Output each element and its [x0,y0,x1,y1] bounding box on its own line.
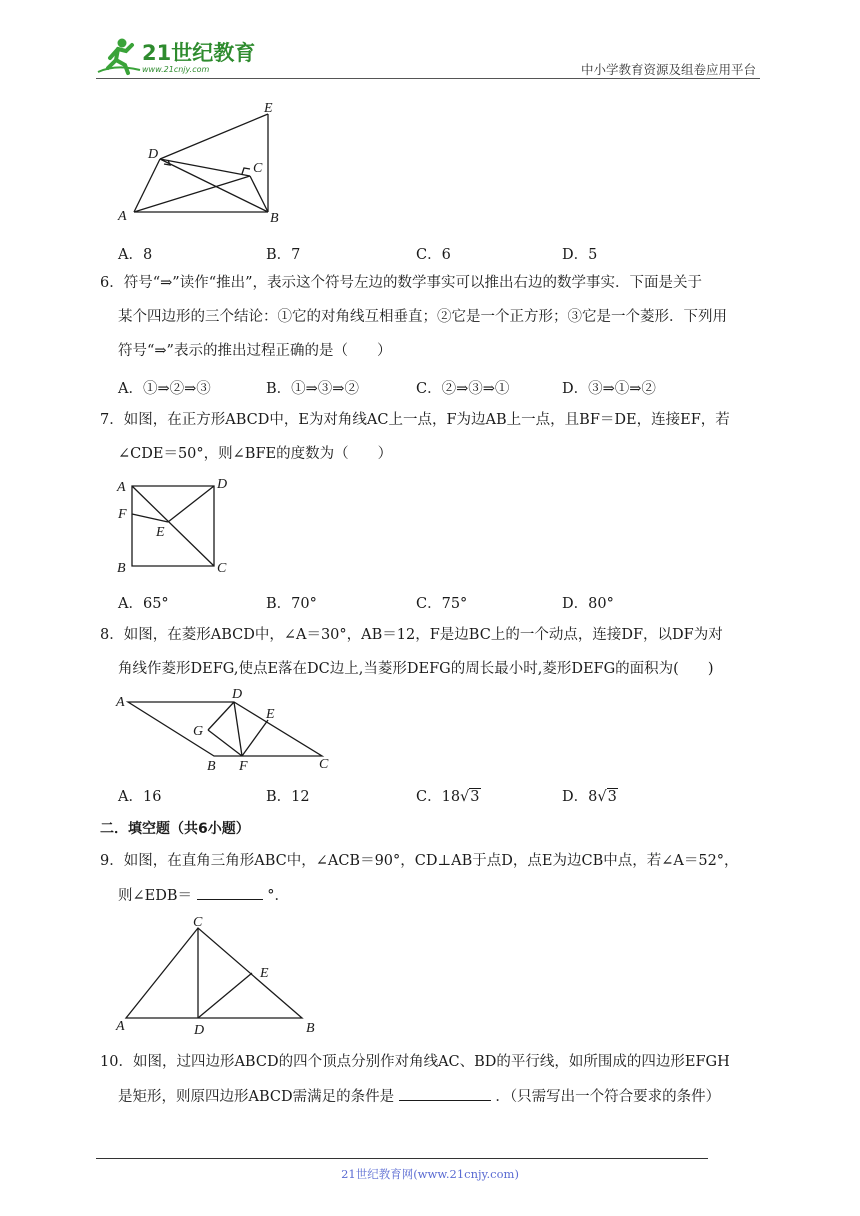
footer-text: 21世纪教育网(www.21cnjy.com) [341,1167,519,1181]
q6-line-2: 某个四边形的三个结论：①它的对角线互相垂直；②它是一个正方形；③它是一个菱形．下列用 [118,309,727,325]
q8-label-c: C [319,757,329,772]
q8-label-d: D [232,687,243,702]
q8-label-g: G [193,724,204,739]
site-logo [96,34,256,76]
footer-divider [96,1158,708,1159]
q7-label-b: B [117,561,126,576]
q6-line-3: 符号“⇒”表示的推出过程正确的是（ ） [118,343,392,359]
q5-option-b: B．7 [266,247,301,263]
q9-figure [112,910,326,1038]
q8-label-a: A [116,695,125,710]
q8-option-a: A．16 [118,789,162,805]
q10-line-2-suffix: ．（只需写出一个符合要求的条件） [495,1089,721,1105]
q6-option-c: C．②⇒③⇒① [416,381,510,397]
q5-figure [112,102,292,226]
header-divider [96,78,760,79]
q6-option-a: A．①⇒②⇒③ [118,381,211,397]
section-fill-in-title: 二．填空题（共6小题） [100,821,250,837]
q5-label-a: A [118,209,127,224]
q7-option-a: A．65° [118,596,169,612]
q7-line-1: 7．如图，在正方形ABCD中，E为对角线AC上一点，F为边AB上一点，且BF＝DE，连接EF，若 [100,412,730,428]
logo-url: www.21cnjy.com [142,65,210,74]
q10-answer-blank[interactable] [399,1086,491,1101]
q9-label-e: E [260,966,269,981]
q9-line-2 [118,885,289,906]
q5-option-a: A．8 [118,247,153,263]
q8-label-b: B [207,759,216,774]
q10-line-2-text: 是矩形，则原四边形ABCD需满足的条件是 [118,1089,395,1105]
q8-option-b: B．12 [266,789,310,805]
runner-logo-icon [96,34,256,76]
q5-label-e: E [264,102,273,116]
q7-label-c: C [217,561,227,576]
q9-line-1: 9．如图，在直角三角形ABC中，∠ACB＝90°，CD⊥AB于点D，点E为边CB中点，若∠A＝52°， [100,853,739,869]
q9-label-c: C [193,915,203,930]
q6-option-d: D．③⇒①⇒② [562,381,656,397]
q5-option-d: D．5 [562,247,598,263]
q8-option-d [562,785,618,806]
q8-figure [112,684,338,774]
q7-figure [112,474,242,578]
q7-option-c: C．75° [416,596,468,612]
q9-line-2-text: 则∠EDB＝ [118,888,193,904]
q7-label-d: D [217,477,228,492]
q8-line-2: 角线作菱形DEFG,使点E落在DC边上,当菱形DEFG的周长最小时,菱形DEFG的面积为( ) [118,661,714,677]
q5-label-c: C [253,161,263,176]
q8-option-d-radicand: 3 [607,789,617,805]
q7-option-d: D．80° [562,596,614,612]
q8-line-1: 8．如图，在菱形ABCD中，∠A＝30°，AB＝12，F是边BC上的一个动点，连接DF，以DF为对 [100,627,723,643]
q10-line-2 [118,1086,720,1107]
q8-option-c-radicand: 3 [470,789,480,805]
sqrt-icon: √3 [460,789,480,805]
q9-line-2-suffix: °． [267,888,289,904]
q9-answer-blank[interactable] [197,885,263,900]
q8-label-e: E [266,707,275,722]
q8-label-f: F [239,759,248,774]
q9-label-a: A [116,1019,125,1034]
header-tagline: 中小学教育资源及组卷应用平台 [580,62,756,77]
q7-label-e: E [156,525,165,540]
q7-option-b: B．70° [266,596,317,612]
logo-text: 21世纪教育 [142,41,256,65]
q5-label-d: D [148,147,159,162]
sqrt-icon: √3 [597,789,617,805]
q9-label-d: D [194,1023,205,1038]
q6-option-b: B．①⇒③⇒② [266,381,359,397]
q6-line-1: 6．符号“⇒”读作“推出”，表示这个符号左边的数学事实可以推出右边的数学事实．下面是关于 [100,275,703,291]
q8-option-d-text: D．8 [562,789,598,805]
q7-line-2: ∠CDE＝50°，则∠BFE的度数为（ ） [118,446,393,462]
q10-line-1: 10．如图，过四边形ABCD的四个顶点分别作对角线AC、BD的平行线，如所围成的四边形EFGH [100,1054,730,1070]
q8-option-c-text: C．18 [416,789,461,805]
q5-option-c: C．6 [416,247,451,263]
q5-label-b: B [270,211,279,226]
q7-label-f: F [118,507,127,522]
q7-label-a: A [117,480,126,495]
q9-label-b: B [306,1021,315,1036]
q8-option-c [416,785,481,806]
